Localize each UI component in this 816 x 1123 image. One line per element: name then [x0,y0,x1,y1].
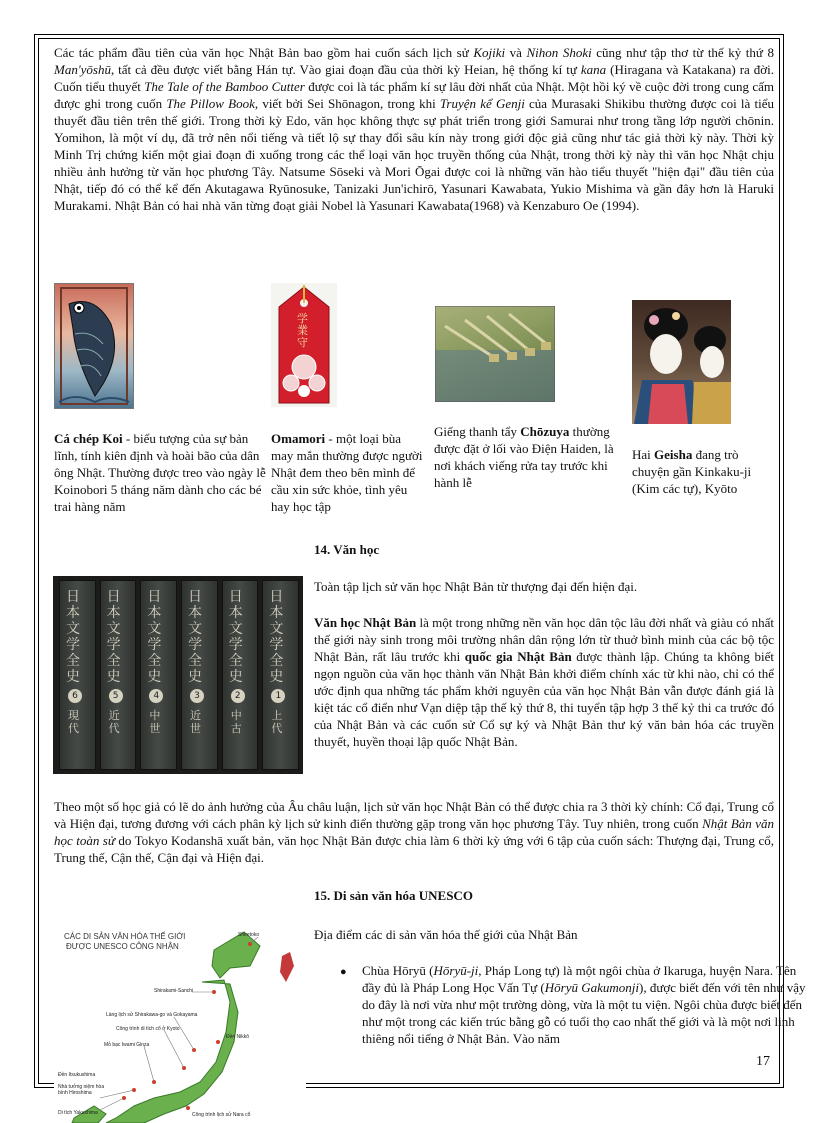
map-title: CÁC DI SẢN VĂN HÓA THẾ GIỚI ĐƯỢC UNESCO CÔNG NHẬN [64,932,186,951]
book-volume-number: 3 [190,689,204,703]
book-volume-number: 5 [109,689,123,703]
map-label-shirakami: Shirakami-Sanchi [154,988,194,994]
omamori-label: 学業守 [297,312,308,349]
book-title: 日本文学全史 [147,589,162,685]
geisha-image [632,300,731,424]
book-era: 上代 [271,709,283,735]
map-label-shirakawa: Làng lịch sử Shirakawa-go và Gokayama [106,1012,198,1018]
book-spine [181,580,218,770]
koi-image [54,283,134,409]
book-volume-number: 6 [68,689,82,703]
books-spine-row [59,580,299,770]
unesco-map [54,922,306,1123]
chozuya-image [435,306,555,402]
literature-intro-line: Toàn tập lịch sử văn học Nhật Bản từ thượng đại đến hiện đại. [314,579,638,594]
map-label-yakushima: Di tích Yakushima [58,1110,98,1116]
book-era: 中世 [149,709,161,735]
literature-paragraph: Văn học Nhật Bản là một trong những nền văn học dân tộc lâu đời nhất và giàu có nhất thế giới này sinh trong môi trường nhân dân rộng lớn từ thuở bình minh của các bộ tộc Nhật Bản, rất lâu trước khi quốc gia Nhật Bản được thành lập. Chúng ta không biết ngọn nguồn của văn học thành văn Nhật Bản khởi điểm chính xác từ khi nào, chỉ có thể ước định qua những tác phẩm khởi nguyên của văn học Nhật Bản vẫn được đánh giá là kiệt tác cổ điển như Vạn diệp tập thế kỷ thứ 8, thi tuyển tập hợp 3 thế kỷ thi ca trước đó của Nhật Bản và các cuốn sử Cổ sự ký và Nhật Bản thư ký văn bản hóa các truyền thuyết, huyền thoại lập quốc Nhật Bản. [314,615,775,749]
map-label-hiroshima: Nhà tưởng niệm hòa bình Hiroshima [58,1084,105,1096]
book-spine [59,580,96,770]
map-label-itsukushima: Đền Itsukushima [58,1072,96,1078]
page-number: 17 [756,1054,770,1069]
book-spine [140,580,177,770]
book-era: 現代 [68,709,79,735]
chozuya-basin-illustration [435,306,555,402]
map-label-iwami: Mỏ bạc Iwami Ginza [104,1042,150,1048]
section-14-heading: 14. Văn học [314,542,380,557]
book-era: 近世 [190,709,202,735]
book-spine [262,580,299,770]
book-title: 日本文学全史 [106,589,121,685]
book-spine [222,580,259,770]
book-volume-number: 2 [231,689,245,703]
horyuji-bullet-text: Chùa Hōryū (Hōryū-ji, Pháp Long tự) là một ngôi chùa ở Ikaruga, huyện Nara. Tên đầy đủ là Pháp Long Học Vấn Tự (Hōryū Gakumonji), được biết đến với tên như vậy do đây là nơi vừa như một trường dòng, vừa là một tu viện. Ngôi chùa được biết đến như một trong các kiến trúc bằng gỗ có tuổi thọ cao nhất thế giới và là một nơi linh thiêng nổi tiếng ở Nhật Bản. Vào năm [362,963,806,1046]
book-era: 近代 [108,709,120,735]
intro-paragraph: Các tác phẩm đầu tiên của văn học Nhật Bản bao gồm hai cuốn sách lịch sử Kojiki và Nihon Shoki cũng như tập thơ từ thế kỷ thứ 8 Man'yōshū, tất cả đều được viết bằng Hán tự. Vào giai đoạn đầu của thời kỳ Heian, hệ thống kí tự kana (Hiragana và Katakana) ra đời. Cuốn tiểu thuyết The Tale of the Bamboo Cutter được coi là tác phẩm kí sự lâu đời nhất của Nhật. Một hồi ký về cuộc đời trong cung cấm được ghi trong cuốn The Pillow Book, viết bởi Sei Shōnagon, trong khi Truyện kể Genji của Murasaki Shikibu thường được coi là tiểu thuyết đầu tiên trên thế giới. Trong thời kỳ Edo, văn học không thực sự phát triển trong giới Samurai như trong tầng lớp người chōnin. Yomihon, là một ví dụ, đã trở nên nổi tiếng và tiết lộ sự thay đổi sâu kín này trong giới độc giả cũng như tác giả thời kỳ này. Thời kỳ Minh Trị chứng kiến một giai đoạn đi xuống trong các thể loại văn học truyền thống của Nhật, trong thời kỳ này thì văn học Nhật chịu nhiều ảnh hưởng từ văn học phương Tây. Natsume Sōseki và Mori Ōgai được coi là những văn hào tiểu thuyết "hiện đại" đầu tiên của Nhật, tiếp đó có thể kể đến Akutagawa Ryūnosuke, Tanizaki Jun'ichirō, Yasunari Kawabata, Yukio Mishima và gần đây hơn là Haruki Murakami. Nhật Bản có hai nhà văn từng đoạt giải Nobel là Yasunari Kawabata(1968) và Kenzaburo Oe (1994). [54,45,775,213]
books-image [53,576,303,774]
book-spine [100,580,137,770]
geisha-caption: Hai Geisha đang trò chuyện gần Kinkaku-ji (Kim các tự), Kyōto [632,447,752,496]
book-title: 日本文学全史 [66,589,80,685]
book-era: 中古 [230,709,242,735]
bullet-icon: ● [340,966,347,978]
map-label-nara: Công trình lịch sử Nara cổ [192,1112,251,1118]
book-title: 日本文学全史 [228,589,243,685]
map-label-nikko: Đền Nikkō [226,1034,250,1040]
omamori-image [271,283,337,407]
map-label-kyoto: Công trình di tích cổ ở Kyoto [116,1026,180,1032]
koi-caption: Cá chép Koi - biểu tượng của sự bản lĩnh, tính kiên định và hoài bão của dân ông Nhật. Thường được treo vào ngày lễ Koinobori 5 tháng năm dành cho các bé trai hàng năm [54,431,266,514]
literature-periods-paragraph: Theo một số học giả có lẽ do ảnh hưởng của Âu châu luận, lịch sử văn học Nhật Bản có thể được chia ra 3 thời kỳ chính: Cổ đại, Trung cổ và Hiện đại, tương đương với cách phân kỳ lịch sử kinh điển thường gặp trong văn học phương Tây. Tuy nhiên, trong cuốn Nhật Bản văn học toàn sử do Tokyo Kodanshā xuất bản, văn học Nhật Bản được chia làm 6 thời kỳ ứng với 6 tập của cuốn sách: Thượng đại, Trung cổ, Trung thế, Cận thế, Cận đại và Hiện đại. [54,799,775,865]
unesco-intro-line: Địa điểm các di sản văn hóa thế giới của Nhật Bản [314,927,578,942]
omamori-caption: Omamori - một loại bùa may mắn thường được người Nhật đem theo bên mình để cầu xin sức khỏe, tình yêu hay học tập [271,431,423,514]
geisha-illustration [632,300,731,424]
book-volume-number: 1 [271,689,285,703]
section-15-heading: 15. Di sản văn hóa UNESCO [314,888,473,903]
map-label-shiretoko: Shiretoko [238,932,260,938]
book-title: 日本文学全史 [188,589,203,685]
chozuya-caption: Giếng thanh tẩy Chōzuya thường được đặt ở lối vào Điện Haiden, là nơi khách viếng rửa tay trước khi hành lễ [434,424,614,490]
book-volume-number: 4 [149,689,163,703]
book-title: 日本文学全史 [269,589,284,685]
koi-fish-illustration [55,284,133,408]
